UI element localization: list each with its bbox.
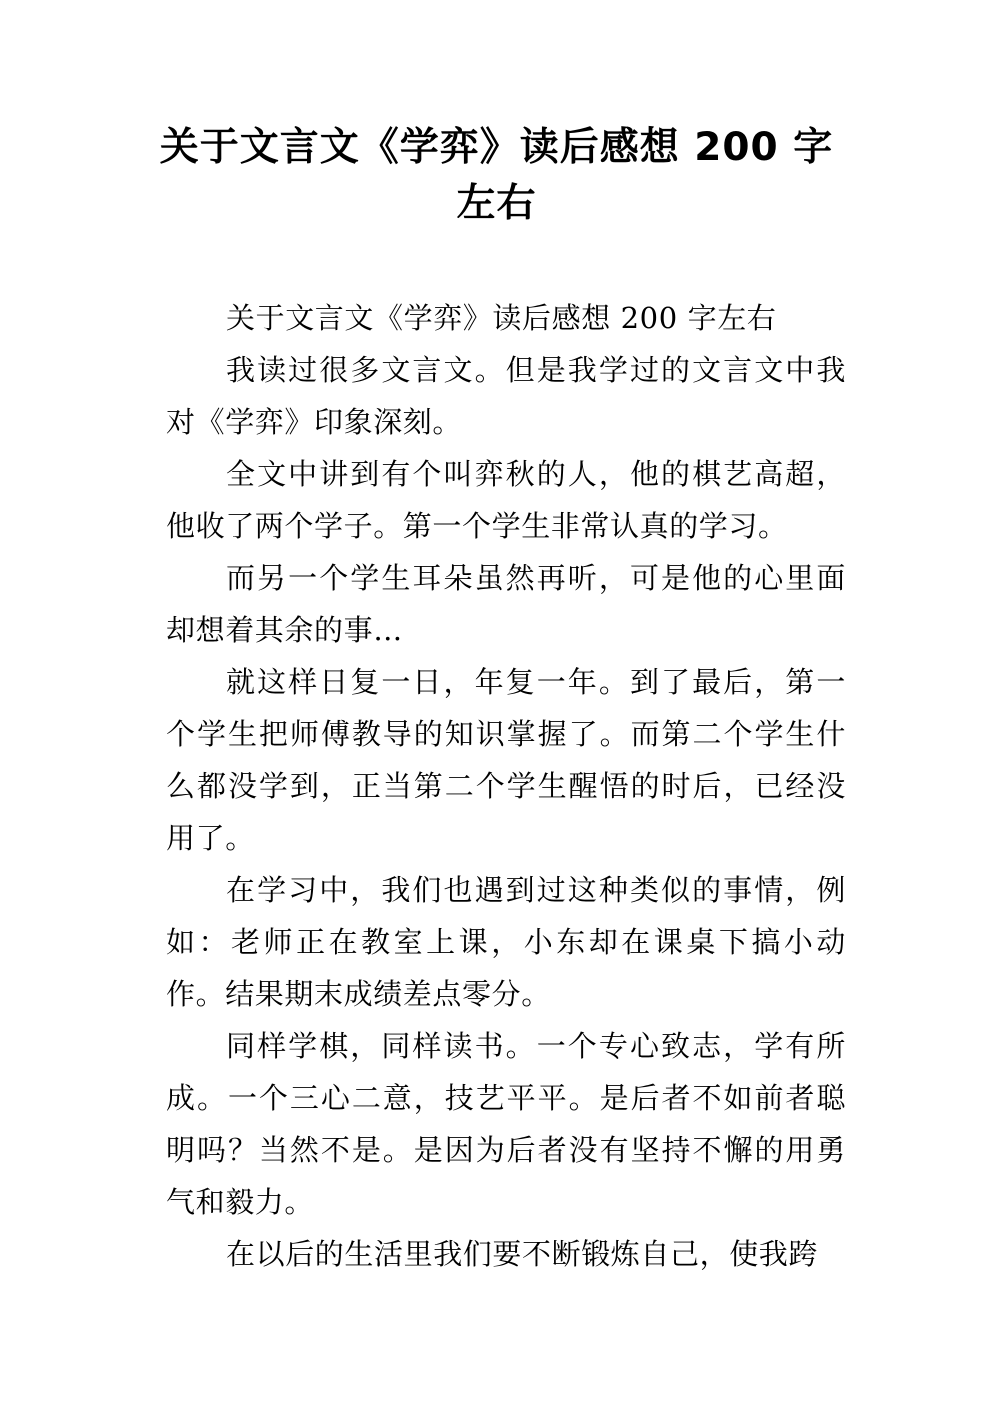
document-body bbox=[166, 292, 846, 1280]
document-title bbox=[130, 120, 863, 232]
title-line-2: 左右 bbox=[456, 181, 537, 226]
paragraph: 在学习中，我们也遇到过这种类似的事情，例如：老师正在教室上课，小东却在课桌下搞小动作。结果期末成绩差点零分。 bbox=[166, 873, 846, 1011]
paragraph: 关于文言文《学弈》读后感想 200 字左右 bbox=[226, 301, 777, 335]
paragraph: 就这样日复一日，年复一年。到了最后，第一个学生把师傅教导的知识掌握了。而第二个学生什么都没学到，正当第二个学生醒悟的时后，已经没用了。 bbox=[166, 665, 846, 855]
paragraph: 而另一个学生耳朵虽然再听，可是他的心里面却想着其余的事… bbox=[166, 561, 846, 647]
paragraph: 同样学棋，同样读书。一个专心致志，学有所成。一个三心二意，技艺平平。是后者不如前者聪明吗？当然不是。是因为后者没有坚持不懈的用勇气和毅力。 bbox=[166, 1029, 846, 1219]
paragraph: 全文中讲到有个叫弈秋的人，他的棋艺高超，他收了两个学子。第一个学生非常认真的学习。 bbox=[166, 457, 846, 543]
paragraph: 我读过很多文言文。但是我学过的文言文中我对《学弈》印象深刻。 bbox=[166, 353, 846, 439]
paragraph: 在以后的生活里我们要不断锻炼自己，使我跨 bbox=[226, 1237, 819, 1271]
title-line-1: 关于文言文《学弈》读后感想 200 字 bbox=[159, 125, 834, 170]
